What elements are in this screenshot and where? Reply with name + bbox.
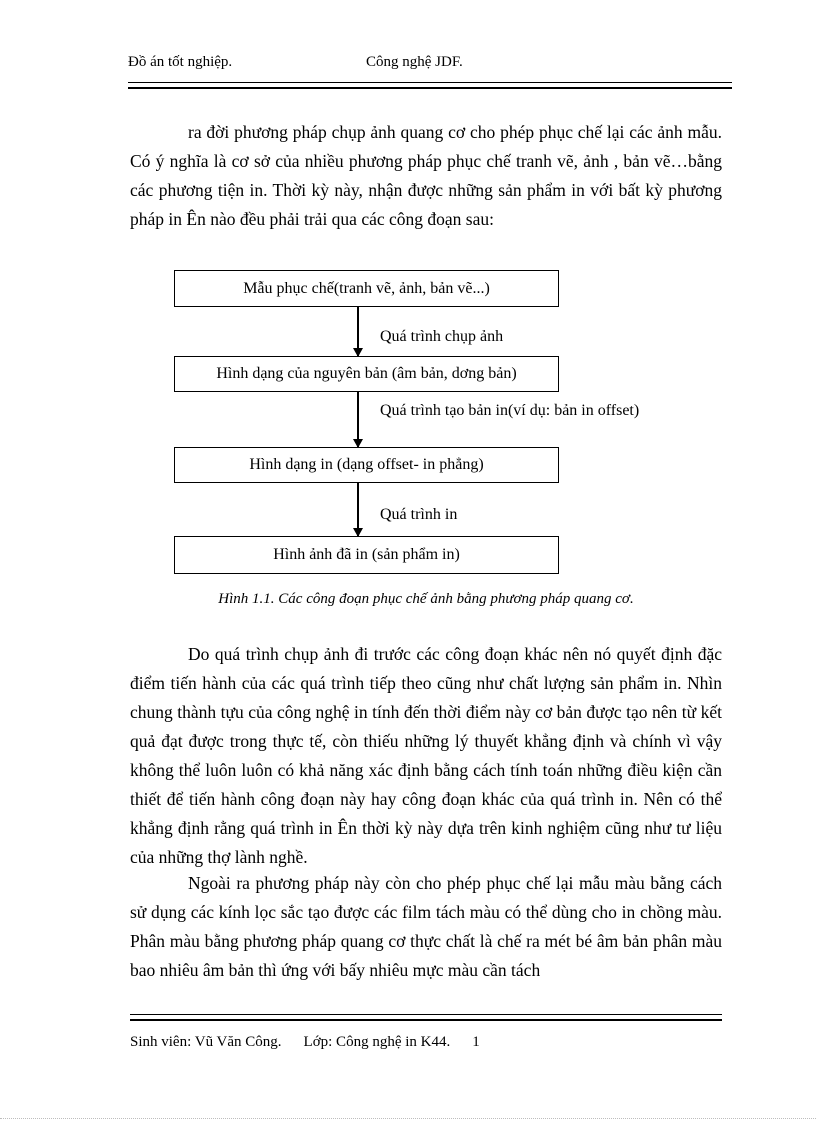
header-divider <box>128 82 732 89</box>
footer-divider <box>130 1014 722 1021</box>
footer-class: Lớp: Công nghệ in K44. <box>303 1034 451 1050</box>
diagram-box-printed: Hình ảnh đã in (sản phẩm in) <box>174 536 559 574</box>
body-paragraph-3: Ngoài ra phương pháp này còn cho phép phục chế lại mẫu màu bằng cách sử dụng các kính lọc sắc tạo được các film tách màu có thể dùng cho in chồng màu. Phân màu bằng phương pháp quang cơ thực chất là chế ra mét bé âm bản phân màu bao nhiêu âm bản thì ứng với bấy nhiêu mực màu cần tách <box>130 873 722 980</box>
header-left-title: Đồ án tốt nghiệp. <box>128 54 233 70</box>
page-header <box>128 54 732 76</box>
diagram-box-original: Mẫu phục chế(tranh vẽ, ảnh, bản vẽ...) <box>174 270 559 307</box>
diagram-arrow-3 <box>357 483 359 536</box>
diagram-arrow-1 <box>357 307 359 356</box>
page-footer <box>130 1034 502 1051</box>
body-paragraph-2: Do quá trình chụp ảnh đi trước các công đoạn khác nên nó quyết định đặc điểm tiến hành của các quá trình tiếp theo cũng như chất lượng sản phẩm in. Nhìn chung thành tựu của công nghệ in tính đến thời điểm này cơ bản được tạo nên từ kết quả đạt được trong thực tế, còn thiếu những lý thuyết khẳng định và chính vì vậy không thể luôn luôn có khả năng xác định bằng cách tính toán những điều kiện cần thiết để tiến hành công đoạn này hay công đoạn khác của quá trình in. Nên có thể khẳng định rằng quá trình in Ên thời kỳ này dựa trên kinh nghiệm cũng như tư liệu của những thợ lành nghề. <box>130 644 722 867</box>
diagram-box-negative: Hình dạng của nguyên bản (âm bản, dơng bản) <box>174 356 559 392</box>
page-bottom-edge <box>0 1118 816 1119</box>
diagram-step-label-3: Quá trình in <box>380 506 458 523</box>
diagram-step-label-1: Quá trình chụp ảnh <box>380 328 504 345</box>
diagram-arrow-2 <box>357 392 359 447</box>
figure-caption: Hình 1.1. Các công đoạn phục chế ảnh bằng phương pháp quang cơ. <box>218 591 634 607</box>
header-right-title: Công nghệ JDF. <box>366 54 463 70</box>
diagram-step-label-2: Quá trình tạo bản in(ví dụ: bản in offset) <box>380 402 640 419</box>
body-paragraph-1: ra đời phương pháp chụp ảnh quang cơ cho phép phục chế lại các ảnh mẫu. Có ý nghĩa là cơ sở của nhiều phương pháp phục chế tranh vẽ, ảnh , bản vẽ…bằng các phương tiện in. Thời kỳ này, nhận được những sản phẩm in với bất kỳ phương pháp in Ên nào đều phải trải qua các công đoạn sau: <box>130 122 722 229</box>
diagram-box-plate: Hình dạng in (dạng offset- in phẳng) <box>174 447 559 483</box>
footer-student: Sinh viên: Vũ Văn Công. <box>130 1034 282 1050</box>
page-number: 1 <box>472 1034 480 1050</box>
